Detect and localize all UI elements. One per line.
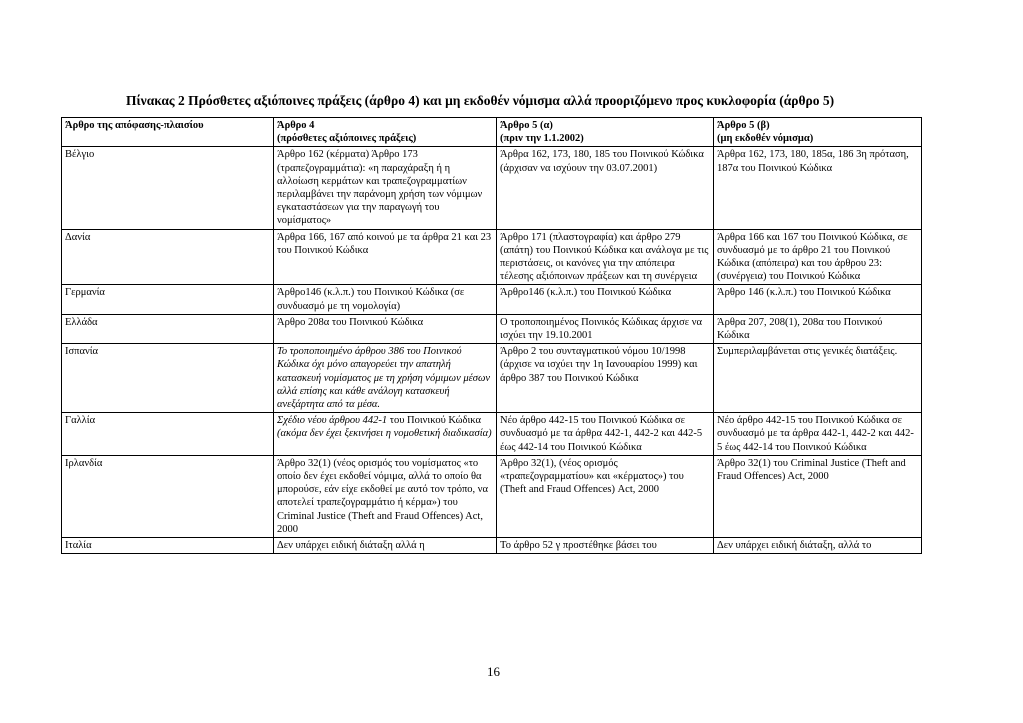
cell-article-5a: Νέο άρθρο 442-15 του Ποινικού Κώδικα σε συνδυασμό με τα άρθρα 442-1, 442-2 και 442-5 έως 442-14 του Ποινικού Κώδικα (497, 413, 714, 456)
code-reference-text: του Ποινικού Κώδικα (387, 415, 481, 427)
cell-country: Ελλάδα (62, 314, 274, 343)
table-row (62, 455, 922, 537)
header-article-of-decision: Άρθρο της απόφασης-πλαισίου (62, 118, 274, 147)
cell-article-5b: Άρθρα 166 και 167 του Ποινικού Κώδικα, σε συνδυασμό με το άρθρο 21 του Ποινικού Κώδικα (απόπειρα) και του άρθρου 23: (συνέργεια) του Ποινικού Κώδικα (714, 229, 922, 285)
cell-article-5a: Άρθρο146 (κ.λ.π.) του Ποινικού Κώδικα (497, 285, 714, 314)
table-row (62, 314, 922, 343)
provisions-table (61, 117, 922, 554)
cell-article-5b: Άρθρα 207, 208(1), 208α του Ποινικού Κώδικα (714, 314, 922, 343)
cell-article-5a: Ο τροποποιημένος Ποινικός Κώδικας άρχισε να ισχύει την 19.10.2001 (497, 314, 714, 343)
cell-article-5b: Νέο άρθρο 442-15 του Ποινικού Κώδικα σε συνδυασμό με τα άρθρα 442-1, 442-2 και 442-5 έως 442-14 του Ποινικού Κώδικα (714, 413, 922, 456)
cell-article-5b: Άρθρα 162, 173, 180, 185α, 186 3η πρόταση, 187α του Ποινικού Κώδικα (714, 147, 922, 229)
table-row (62, 538, 922, 554)
cell-article-4: Άρθρο 162 (κέρματα) Άρθρο 173 (τραπεζογραμμάτια): «η παραχάραξη ή η αλλοίωση κερμάτων και τραπεζογραμματίων περιλαμβάνει την παράνομη χρήση των νόμιμων εγκαταστάσεων για την παραγωγή του νομίσματος» (274, 147, 497, 229)
cell-country: Ιρλανδία (62, 455, 274, 537)
cell-article-4: Δεν υπάρχει ειδική διάταξη αλλά η (274, 538, 497, 554)
cell-country: Γαλλία (62, 413, 274, 456)
cell-article-4 (274, 413, 497, 456)
cell-article-4: Άρθρο 32(1) (νέος ορισμός του νομίσματος «το οποίο δεν έχει εκδοθεί νόμιμα, αλλά το οποίο θα μπορούσε, εάν είχε εκδοθεί με αυτό τον τρόπο, να αποτελεί τραπεζογραμμάτιο ή κέρμα») του Criminal Justice (Theft and Fraud Offences) Act, 2000 (274, 455, 497, 537)
table-title: Πίνακας 2 Πρόσθετες αξιόποινες πράξεις (άρθρο 4) και μη εκδοθέν νόμισμα αλλά προοριζόμενο προς κυκλοφορία (άρθρο 5) (126, 93, 835, 108)
cell-article-5b: Άρθρο 32(1) του Criminal Justice (Theft and Fraud Offences) Act, 2000 (714, 455, 922, 537)
cell-article-5a: Άρθρα 162, 173, 180, 185 του Ποινικού Κώδικα (άρχισαν να ισχύουν την 03.07.2001) (497, 147, 714, 229)
cell-article-5b: Συμπεριλαμβάνεται στις γενικές διατάξεις. (714, 344, 922, 413)
table-row (62, 285, 922, 314)
cell-country: Γερμανία (62, 285, 274, 314)
table-row (62, 147, 922, 229)
cell-country: Βέλγιο (62, 147, 274, 229)
cell-article-5a: Άρθρο 2 του συνταγματικού νόμου 10/1998 (άρχισε να ισχύει την 1η Ιανουαρίου 1999) και άρθρο 387 του Ποινικού Κώδικα (497, 344, 714, 413)
cell-article-5a: Το άρθρο 52 γ προστέθηκε βάσει του (497, 538, 714, 554)
cell-article-4: Άρθρα 166, 167 από κοινού με τα άρθρα 21 και 23 του Ποινικού Κώδικα (274, 229, 497, 285)
cell-article-5a: Άρθρο 32(1), (νέος ορισμός «τραπεζογραμματίου» και «κέρματος») του (Theft and Fraud Offences) Act, 2000 (497, 455, 714, 537)
draft-article-text: Σχέδιο νέου άρθρου 442-1 (277, 415, 388, 427)
cell-article-4: Άρθρο146 (κ.λ.π.) του Ποινικού Κώδικα (σε συνδυασμό με τη νομολογία) (274, 285, 497, 314)
table-row (62, 413, 922, 456)
header-article-5b: Άρθρο 5 (β) (μη εκδοθέν νόμισμα) (714, 118, 922, 147)
cell-article-5b: Άρθρο 146 (κ.λ.π.) του Ποινικού Κώδικα (714, 285, 922, 314)
cell-article-5a: Άρθρο 171 (πλαστογραφία) και άρθρο 279 (απάτη) του Ποινικού Κώδικα και ανάλογα με τις περιστάσεις, οι κανόνες για την απόπειρα τέλεσης αξιόποινων πράξεων και τη συνέργεια (497, 229, 714, 285)
header-article-4: Άρθρο 4 (πρόσθετες αξιόποινες πράξεις) (274, 118, 497, 147)
table-row (62, 229, 922, 285)
legislative-note-text: (ακόμα δεν έχει ξεκινήσει η νομοθετική διαδικασία) (277, 428, 492, 440)
cell-country: Ισπανία (62, 344, 274, 413)
table-row (62, 344, 922, 413)
cell-country: Δανία (62, 229, 274, 285)
cell-article-4: Άρθρο 208α του Ποινικού Κώδικα (274, 314, 497, 343)
page-number: 16 (487, 664, 500, 679)
header-article-5a: Άρθρο 5 (α) (πριν την 1.1.2002) (497, 118, 714, 147)
cell-country: Ιταλία (62, 538, 274, 554)
cell-article-5b: Δεν υπάρχει ειδική διάταξη, αλλά το (714, 538, 922, 554)
cell-article-4: Το τροποποιημένο άρθρου 386 του Ποινικού Κώδικα όχι μόνο απαγορεύει την απατηλή κατασκευή νομίσματος με τη χρήση νόμιμων μέσων αλλά επίσης και κάθε ανάλογη κατασκευή ανεξάρτητα από τα μέσα. (274, 344, 497, 413)
table-header-row (62, 118, 922, 147)
